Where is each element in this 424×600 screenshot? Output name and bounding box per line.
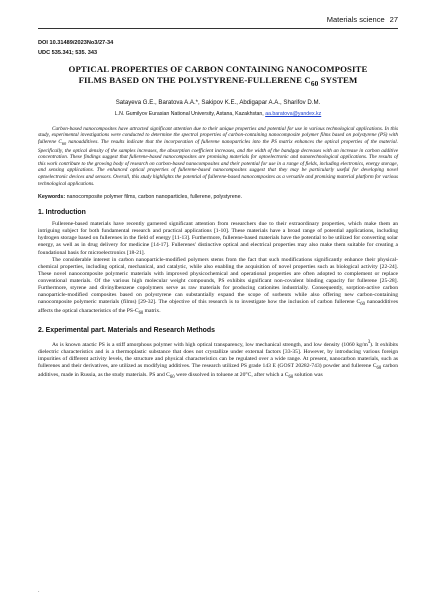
title-line-2: FILMS BASED ON THE POLYSTYRENE-FULLERENE $C_{60}$ SYSTEM: [78, 74, 358, 88]
intro-paragraph-2: The considerable interest in carbon nanoparticle-modified polymers stems from the fact that such modifications significantly enhance their physical-chemical properties, including optical, mechanical, and catalytic, while also enabling the acquisition of novel properties such as biological activity [22-24]. These novel nanocomposite polymeric materials with improved physicochemical and operational properties are often adopted to complement or replace conventional materials. Of the various high molecular weight compounds, PS exhibits significant non-covalent binding capacity for fullerene [25-28]. Furthermore, styrene and divinylbenzene copolymers serve as raw materials for producing cationites industrially. Consequently, sorption-active carbon nanoparticle-modified composites based on polystyrene can substantially expand the scope of sorbents while also offering new carbon-containing nanocomposite polymeric materials (films) [29-32]. The objective of this research is to investigate how the inclusion of carbon fullerene $C_{60}$ nanoadditives affects the optical characteristics of the $PS-C_{60}$ matrix.: [38, 256, 399, 317]
section-heading-experimental: 2. Experimental part. Materials and Research Methods: [38, 326, 215, 334]
email-link[interactable]: aa.baratova@yandex.kz: [265, 110, 322, 117]
running-head: [327, 15, 398, 24]
udc: UDC 535.341; 535. 343: [38, 50, 98, 56]
keywords-text: nanocomposite polymer films, carbon nanoparticles, fullerene, polystyrene.: [65, 194, 243, 201]
paper-title: [38, 64, 398, 89]
keywords: [38, 194, 398, 200]
intro-paragraph-1: Fullerene-based materials have recently garnered significant attention from researchers due to their extraordinary properties, which make them an intriguing subject for both fundamental research and practical applications [1-10]. These materials have a broad range of potential applications, including hydrogen storage based on fullerenes in the field of energy [11-13]. Furthermore, fullerene-based materials have the potential to be utilized for converting solar energy, as well as in drug delivery for medicine [14-17]. Fullerenes' distinctive optical and electrical properties may also make them suitable for creating a foundational basis for microelectronics [18-21].: [38, 221, 398, 256]
doi: DOI 10.31489/2023No3/27-34: [38, 40, 114, 46]
title-line-1: OPTICAL PROPERTIES OF CARBON CONTAINING NANOCOMPOSITE: [68, 64, 368, 74]
section-heading-introduction: 1. Introduction: [38, 209, 86, 217]
running-header: [38, 14, 398, 29]
keywords-label: Keywords:: [38, 194, 66, 201]
author-list: Satayeva G.E., Baratova A.A.*, Sakipov K.E., Abdigapar A.A., Sharifov D.M.: [115, 98, 321, 106]
footnote-mark: .: [38, 588, 40, 594]
section-name: Materials science: [326, 15, 385, 24]
article-identifiers: [38, 38, 398, 58]
abstract: Carbon-based nanocomposites have attracted significant attention due to their unique properties and potential for use in various technological applications. In this study, experimental investigations were conducted to determine the spectral properties of carbon-containing nanocomposite polymer films based on polystyrene (PS) with fullerene $C_{60}$ nanoadditives. The results indicate that the incorporation of fullerene nanoparticles into the PS matrix enhances the optical properties of the material. Specifically, the optical density of the samples increases, the absorption coefficient increases, and the width of the bandgap decreases with an increase in carbon additive concentration. These findings suggest that fullerene-based nanocomposites are promising materials for optoelectronic and nanotechnological applications. The results of this work contribute to the growing body of research on carbon-based nanocomposites and their potential for use in a range of fields, including electronics, energy storage, and sensing applications. The enhanced optical properties of fullerene-based nanocomposites suggest that they may be particularly useful for developing novel optoelectronic devices and sensors. Overall, this study highlights the potential of fullerene-based nanocomposites as a versatile and promising material platform for various technological applications.: [38, 125, 398, 187]
page-number: 27: [389, 15, 398, 24]
experimental-paragraph: As is known atactic PS is a stiff amorphous polymer with high optical transparency, low mechanical strength, and low density (1060 $kg/m^3$). It exhibits dielectric characteristics and is a thermoplastic substance that does not crystallize under external factors [33-35]. However, by introducing various foreign impurities of different activity levels, the structure and physical characteristics can be regulated over a wide range. At present, nanocarbon materials, such as fullerenes and their derivatives, are utilized as modifying additives. The research utilized PS grade 143 E (GOST 20282-743) powder and fullerene $C_{60}$ carbon additives, made in Russia, as the study materials. PS and $C_{60}$ were dissolved in toluene at 20°C, after which a $C_{60}$ solution was: [38, 339, 398, 381]
affiliation: L.N. Gumilyov Eurasian National University, Astana, Kazakhstan, aa.baratova@yandex.kz: [114, 110, 322, 117]
